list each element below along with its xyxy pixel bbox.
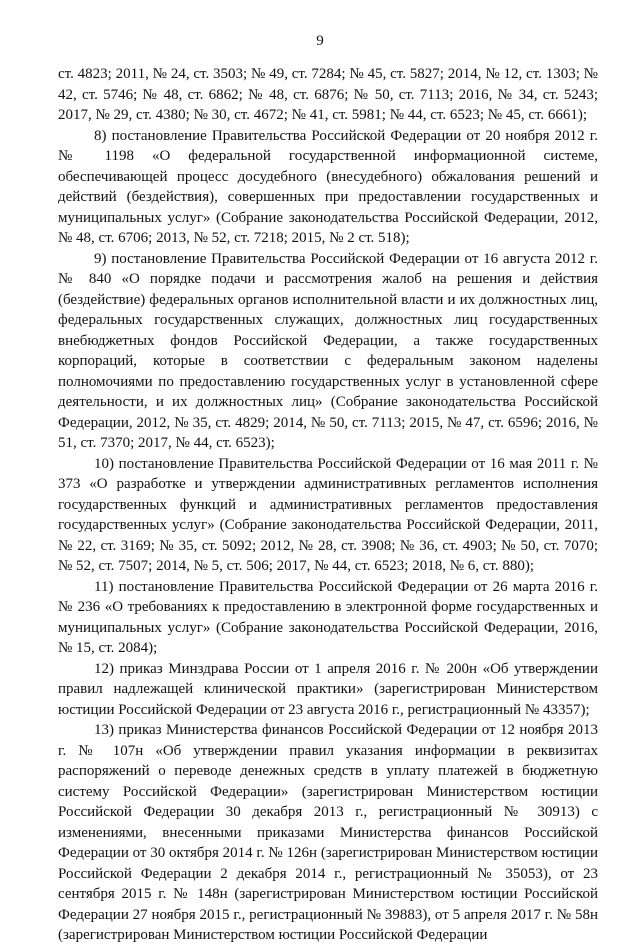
paragraph-item-8: 8) постановление Правительства Российской Федерации от 20 ноября 2012 г. № 1198 «О федеральной государственной информационной системе, обеспечивающей процесс досудебного (внесудебного) обжалования решений и действий (бездействия), совершенных при предоставлении государственных и муниципальных услуг» (Собрание законодательства Российской Федерации, 2012, № 48, ст. 6706; 2013, № 52, ст. 7218; 2015, № 2 ст. 518); [58,127,598,246]
paragraph-item-12: 12) приказ Минздрава России от 1 апреля 2016 г. № 200н «Об утверждении правил надлежащей клинической практики» (зарегистрирован Министерством юстиции Российской Федерации от 23 августа 2016 г., регистрационный № 43357); [58,660,598,718]
paragraph-item-13: 13) приказ Министерства финансов Российской Федерации от 12 ноября 2013 г. № 107н «Об утверждении правил указания информации в реквизитах распоряжений о переводе денежных средств в уплату платежей в бюджетную систему Российской Федерации» (зарегистрирован Министерством юстиции Российской Федерации 30 декабря 2013 г., регистрационный № 30913) с изменениями, внесенными приказами Министерства финансов Российской Федерации от 30 октября 2014 г. № 126н (зарегистрирован Министерством юстиции Российской Федерации 2 декабря 2014 г., регистрационный № 35053), от 23 сентября 2015 г. № 148н (зарегистрирован Министерством юстиции Российской Федерации 27 ноября 2015 г., регистрационный № 39883), от 5 апреля 2017 г. № 58н (зарегистрирован Министерством юстиции Российской Федерации [58,722,598,943]
paragraph-item-9: 9) постановление Правительства Российской Федерации от 16 августа 2012 г. № 840 «О порядке подачи и рассмотрения жалоб на решения и действия (бездействие) федеральных органов исполнительной власти и их должностных лиц, федеральных государственных служащих, должностных лиц государственных внебюджетных фондов Российской Федерации, а также государственных корпораций, которые в соответствии с федеральным законом наделены полномочиями по предоставлению государственных услуг в установленной сфере деятельности, и их должностных лиц» (Собрание законодательства Российской Федерации, 2012, № 35, ст. 4829; 2014, № 50, ст. 7113; 2015, № 47, ст. 6596; 2016, № 51, ст. 7370; 2017, № 44, ст. 6523); [58,250,598,451]
paragraph-item-11: 11) постановление Правительства Российской Федерации от 26 марта 2016 г. № 236 «О требованиях к предоставлению в электронной форме государственных и муниципальных услуг» (Собрание законодательства Российской Федерации, 2016, № 15, ст. 2084); [58,578,598,656]
paragraph-continuation: ст. 4823; 2011, № 24, ст. 3503; № 49, ст. 7284; № 45, ст. 5827; 2014, № 12, ст. 1303; № 42, ст. 5746; № 48, ст. 6862; № 48, ст. 6876; № 50, ст. 7113; 2016, № 34, ст. 5243; 2017, № 29, ст. 4380; № 30, ст. 4672; № 41, ст. 5981; № 44, ст. 6523; № 45, ст. 6661); [58,66,598,123]
document-body [58,64,598,946]
paragraph-item-10: 10) постановление Правительства Российской Федерации от 16 мая 2011 г. № 373 «О разработке и утверждении административных регламентов исполнения государственных функций и административных регламентов предоставления государственных услуг» (Собрание законодательства Российской Федерации, 2011, № 22, ст. 3169; № 35, ст. 5092; 2012, № 28, ст. 3908; № 36, ст. 4903; № 50, ст. 7070; № 52, ст. 7507; 2014, № 5, ст. 506; 2017, № 44, ст. 6523; 2018, № 6, ст. 880); [58,455,598,574]
page-number: 9 [316,33,324,49]
